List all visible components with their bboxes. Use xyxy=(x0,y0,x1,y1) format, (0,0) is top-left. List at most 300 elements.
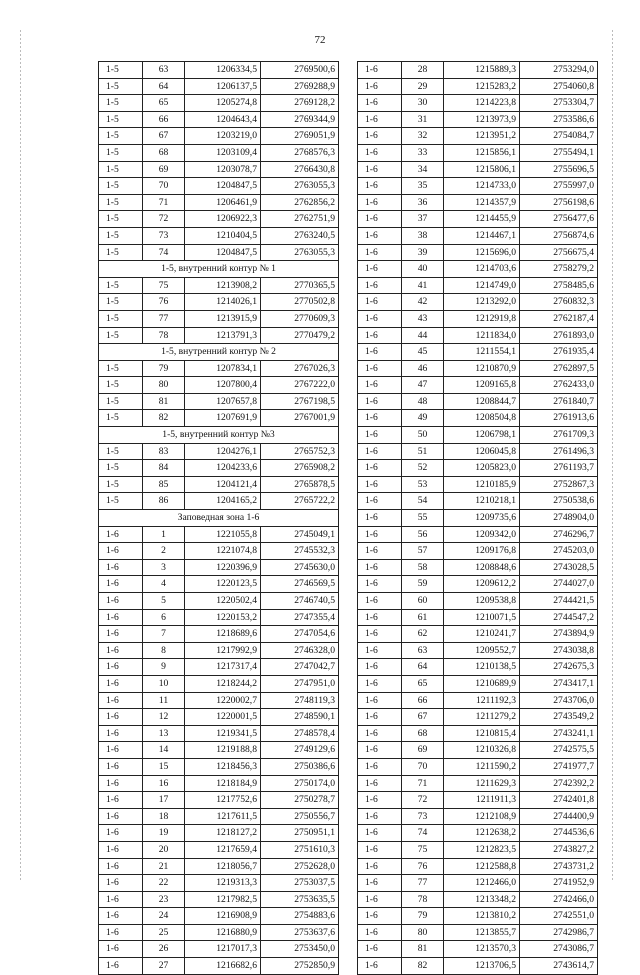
table-row xyxy=(358,111,598,128)
table-row xyxy=(358,144,598,161)
section-header: 1-5, внутренний контур № 2 xyxy=(99,344,339,361)
zone-cell: 1-5 xyxy=(99,377,143,394)
x-coordinate-cell: 1208848,6 xyxy=(444,559,520,576)
table-row xyxy=(99,908,339,925)
table-row xyxy=(358,709,598,726)
x-coordinate-cell: 1217017,3 xyxy=(185,941,261,958)
point-number-cell: 39 xyxy=(402,244,444,261)
point-number-cell: 70 xyxy=(143,178,185,195)
x-coordinate-cell: 1206045,8 xyxy=(444,443,520,460)
point-number-cell: 12 xyxy=(143,709,185,726)
x-coordinate-cell: 1210241,7 xyxy=(444,626,520,643)
y-coordinate-cell: 2763055,3 xyxy=(261,244,339,261)
point-number-cell: 74 xyxy=(143,244,185,261)
x-coordinate-cell: 1215283,2 xyxy=(444,78,520,95)
zone-cell: 1-6 xyxy=(358,493,402,510)
y-coordinate-cell: 2758279,2 xyxy=(520,261,598,278)
y-coordinate-cell: 2745049,1 xyxy=(261,526,339,543)
y-coordinate-cell: 2767026,3 xyxy=(261,360,339,377)
table-row xyxy=(358,393,598,410)
table-row xyxy=(358,360,598,377)
x-coordinate-cell: 1204847,5 xyxy=(185,178,261,195)
zone-cell: 1-6 xyxy=(358,875,402,892)
x-coordinate-cell: 1210071,5 xyxy=(444,609,520,626)
x-coordinate-cell: 1212823,5 xyxy=(444,841,520,858)
y-coordinate-cell: 2754084,7 xyxy=(520,128,598,145)
point-number-cell: 3 xyxy=(143,559,185,576)
zone-cell: 1-6 xyxy=(99,924,143,941)
y-coordinate-cell: 2753635,5 xyxy=(261,891,339,908)
zone-cell: 1-6 xyxy=(358,642,402,659)
x-coordinate-cell: 1203219,0 xyxy=(185,128,261,145)
y-coordinate-cell: 2747951,0 xyxy=(261,675,339,692)
table-row xyxy=(99,294,339,311)
table-row xyxy=(99,476,339,493)
zone-cell: 1-6 xyxy=(99,626,143,643)
point-number-cell: 63 xyxy=(143,62,185,79)
zone-cell: 1-5 xyxy=(99,327,143,344)
x-coordinate-cell: 1214357,9 xyxy=(444,194,520,211)
y-coordinate-cell: 2748119,3 xyxy=(261,692,339,709)
zone-cell: 1-6 xyxy=(358,825,402,842)
section-header-row xyxy=(99,344,339,361)
y-coordinate-cell: 2756675,4 xyxy=(520,244,598,261)
y-coordinate-cell: 2761935,4 xyxy=(520,344,598,361)
y-coordinate-cell: 2754883,6 xyxy=(261,908,339,925)
y-coordinate-cell: 2767198,5 xyxy=(261,393,339,410)
zone-cell: 1-6 xyxy=(99,526,143,543)
y-coordinate-cell: 2762751,9 xyxy=(261,211,339,228)
zone-cell: 1-6 xyxy=(99,742,143,759)
zone-cell: 1-6 xyxy=(358,908,402,925)
x-coordinate-cell: 1213810,2 xyxy=(444,908,520,925)
zone-cell: 1-5 xyxy=(99,194,143,211)
x-coordinate-cell: 1215856,1 xyxy=(444,144,520,161)
table-body-right xyxy=(358,62,598,975)
y-coordinate-cell: 2750556,7 xyxy=(261,808,339,825)
zone-cell: 1-6 xyxy=(358,294,402,311)
y-coordinate-cell: 2743706,0 xyxy=(520,692,598,709)
y-coordinate-cell: 2763240,5 xyxy=(261,227,339,244)
zone-cell: 1-5 xyxy=(99,443,143,460)
table-row xyxy=(358,559,598,576)
zone-cell: 1-5 xyxy=(99,393,143,410)
zone-cell: 1-6 xyxy=(358,327,402,344)
x-coordinate-cell: 1216880,9 xyxy=(185,924,261,941)
table-row xyxy=(358,460,598,477)
x-coordinate-cell: 1204121,4 xyxy=(185,476,261,493)
y-coordinate-cell: 2754060,8 xyxy=(520,78,598,95)
table-row xyxy=(358,294,598,311)
zone-cell: 1-6 xyxy=(358,277,402,294)
table-row xyxy=(358,609,598,626)
table-row xyxy=(358,128,598,145)
x-coordinate-cell: 1216682,6 xyxy=(185,958,261,975)
table-row xyxy=(358,410,598,427)
x-coordinate-cell: 1211192,3 xyxy=(444,692,520,709)
point-number-cell: 82 xyxy=(402,958,444,975)
zone-cell: 1-5 xyxy=(99,161,143,178)
y-coordinate-cell: 2769344,9 xyxy=(261,111,339,128)
y-coordinate-cell: 2768576,3 xyxy=(261,144,339,161)
table-row xyxy=(99,310,339,327)
zone-cell: 1-6 xyxy=(358,476,402,493)
table-row xyxy=(99,742,339,759)
zone-cell: 1-6 xyxy=(358,111,402,128)
y-coordinate-cell: 2760832,3 xyxy=(520,294,598,311)
y-coordinate-cell: 2756198,6 xyxy=(520,194,598,211)
table-row xyxy=(358,211,598,228)
point-number-cell: 1 xyxy=(143,526,185,543)
x-coordinate-cell: 1213908,2 xyxy=(185,277,261,294)
zone-cell: 1-6 xyxy=(358,360,402,377)
point-number-cell: 20 xyxy=(143,841,185,858)
x-coordinate-cell: 1221055,8 xyxy=(185,526,261,543)
page-number: 72 xyxy=(314,34,326,46)
y-coordinate-cell: 2756874,6 xyxy=(520,227,598,244)
y-coordinate-cell: 2742986,7 xyxy=(520,924,598,941)
y-coordinate-cell: 2742675,3 xyxy=(520,659,598,676)
table-row xyxy=(358,178,598,195)
x-coordinate-cell: 1204233,6 xyxy=(185,460,261,477)
zone-cell: 1-5 xyxy=(99,360,143,377)
x-coordinate-cell: 1218689,6 xyxy=(185,626,261,643)
y-coordinate-cell: 2770479,2 xyxy=(261,327,339,344)
zone-cell: 1-6 xyxy=(99,825,143,842)
point-number-cell: 41 xyxy=(402,277,444,294)
zone-cell: 1-6 xyxy=(99,576,143,593)
point-number-cell: 53 xyxy=(402,476,444,493)
table-row xyxy=(358,344,598,361)
zone-cell: 1-6 xyxy=(99,891,143,908)
table-row xyxy=(358,659,598,676)
x-coordinate-cell: 1209735,6 xyxy=(444,510,520,527)
point-number-cell: 5 xyxy=(143,593,185,610)
table-row xyxy=(99,941,339,958)
zone-cell: 1-6 xyxy=(358,211,402,228)
x-coordinate-cell: 1214026,1 xyxy=(185,294,261,311)
table-row xyxy=(99,875,339,892)
y-coordinate-cell: 2753294,0 xyxy=(520,62,598,79)
table-row xyxy=(99,460,339,477)
y-coordinate-cell: 2765878,5 xyxy=(261,476,339,493)
x-coordinate-cell: 1209165,8 xyxy=(444,377,520,394)
point-number-cell: 13 xyxy=(143,725,185,742)
x-coordinate-cell: 1208504,8 xyxy=(444,410,520,427)
point-number-cell: 40 xyxy=(402,261,444,278)
x-coordinate-cell: 1205274,8 xyxy=(185,95,261,112)
y-coordinate-cell: 2741977,7 xyxy=(520,758,598,775)
x-coordinate-cell: 1213791,3 xyxy=(185,327,261,344)
table-row xyxy=(99,758,339,775)
table-row xyxy=(99,841,339,858)
zone-cell: 1-5 xyxy=(99,111,143,128)
y-coordinate-cell: 2761496,3 xyxy=(520,443,598,460)
table-row xyxy=(99,410,339,427)
table-row xyxy=(99,178,339,195)
table-row xyxy=(99,78,339,95)
table-row xyxy=(358,941,598,958)
y-coordinate-cell: 2750538,6 xyxy=(520,493,598,510)
table-row xyxy=(358,792,598,809)
zone-cell: 1-6 xyxy=(358,924,402,941)
x-coordinate-cell: 1211834,0 xyxy=(444,327,520,344)
point-number-cell: 66 xyxy=(402,692,444,709)
y-coordinate-cell: 2743241,1 xyxy=(520,725,598,742)
x-coordinate-cell: 1218127,2 xyxy=(185,825,261,842)
x-coordinate-cell: 1212108,9 xyxy=(444,808,520,825)
point-number-cell: 65 xyxy=(402,675,444,692)
x-coordinate-cell: 1219341,5 xyxy=(185,725,261,742)
table-row xyxy=(99,277,339,294)
zone-cell: 1-5 xyxy=(99,95,143,112)
x-coordinate-cell: 1215806,1 xyxy=(444,161,520,178)
zone-cell: 1-6 xyxy=(99,675,143,692)
point-number-cell: 4 xyxy=(143,576,185,593)
zone-cell: 1-6 xyxy=(99,841,143,858)
point-number-cell: 33 xyxy=(402,144,444,161)
zone-cell: 1-6 xyxy=(99,659,143,676)
zone-cell: 1-5 xyxy=(99,128,143,145)
table-row xyxy=(99,659,339,676)
table-row xyxy=(358,775,598,792)
point-number-cell: 21 xyxy=(143,858,185,875)
point-number-cell: 74 xyxy=(402,825,444,842)
point-number-cell: 54 xyxy=(402,493,444,510)
zone-cell: 1-6 xyxy=(358,78,402,95)
x-coordinate-cell: 1212638,2 xyxy=(444,825,520,842)
zone-cell: 1-5 xyxy=(99,310,143,327)
x-coordinate-cell: 1204276,1 xyxy=(185,443,261,460)
zone-cell: 1-5 xyxy=(99,410,143,427)
table-row xyxy=(358,891,598,908)
point-number-cell: 31 xyxy=(402,111,444,128)
x-coordinate-cell: 1221074,8 xyxy=(185,543,261,560)
point-number-cell: 79 xyxy=(402,908,444,925)
point-number-cell: 19 xyxy=(143,825,185,842)
x-coordinate-cell: 1218184,9 xyxy=(185,775,261,792)
x-coordinate-cell: 1214703,6 xyxy=(444,261,520,278)
point-number-cell: 24 xyxy=(143,908,185,925)
y-coordinate-cell: 2744027,0 xyxy=(520,576,598,593)
point-number-cell: 35 xyxy=(402,178,444,195)
section-header-row xyxy=(99,510,339,527)
point-number-cell: 38 xyxy=(402,227,444,244)
point-number-cell: 75 xyxy=(143,277,185,294)
x-coordinate-cell: 1207657,8 xyxy=(185,393,261,410)
zone-cell: 1-6 xyxy=(358,742,402,759)
table-row xyxy=(99,825,339,842)
table-row xyxy=(358,841,598,858)
point-number-cell: 28 xyxy=(402,62,444,79)
table-body-left xyxy=(99,62,339,975)
point-number-cell: 82 xyxy=(143,410,185,427)
point-number-cell: 61 xyxy=(402,609,444,626)
y-coordinate-cell: 2750174,0 xyxy=(261,775,339,792)
x-coordinate-cell: 1211911,3 xyxy=(444,792,520,809)
table-row xyxy=(99,559,339,576)
zone-cell: 1-6 xyxy=(358,393,402,410)
point-number-cell: 67 xyxy=(143,128,185,145)
y-coordinate-cell: 2744421,5 xyxy=(520,593,598,610)
table-row xyxy=(99,924,339,941)
zone-cell: 1-6 xyxy=(99,609,143,626)
y-coordinate-cell: 2769128,2 xyxy=(261,95,339,112)
zone-cell: 1-6 xyxy=(358,692,402,709)
y-coordinate-cell: 2746740,5 xyxy=(261,593,339,610)
table-row xyxy=(358,825,598,842)
table-row xyxy=(358,95,598,112)
x-coordinate-cell: 1212919,8 xyxy=(444,310,520,327)
point-number-cell: 69 xyxy=(402,742,444,759)
zone-cell: 1-6 xyxy=(358,626,402,643)
x-coordinate-cell: 1210218,1 xyxy=(444,493,520,510)
x-coordinate-cell: 1207834,1 xyxy=(185,360,261,377)
y-coordinate-cell: 2742401,8 xyxy=(520,792,598,809)
x-coordinate-cell: 1209612,2 xyxy=(444,576,520,593)
table-row xyxy=(358,443,598,460)
x-coordinate-cell: 1210326,8 xyxy=(444,742,520,759)
y-coordinate-cell: 2744547,2 xyxy=(520,609,598,626)
zone-cell: 1-6 xyxy=(358,958,402,975)
point-number-cell: 62 xyxy=(402,626,444,643)
zone-cell: 1-6 xyxy=(358,377,402,394)
zone-cell: 1-6 xyxy=(358,725,402,742)
table-row xyxy=(358,194,598,211)
table-row xyxy=(99,609,339,626)
y-coordinate-cell: 2743038,8 xyxy=(520,642,598,659)
point-number-cell: 51 xyxy=(402,443,444,460)
point-number-cell: 2 xyxy=(143,543,185,560)
zone-cell: 1-6 xyxy=(358,310,402,327)
y-coordinate-cell: 2762897,5 xyxy=(520,360,598,377)
zone-cell: 1-6 xyxy=(358,194,402,211)
point-number-cell: 45 xyxy=(402,344,444,361)
point-number-cell: 8 xyxy=(143,642,185,659)
table-row xyxy=(99,692,339,709)
point-number-cell: 83 xyxy=(143,443,185,460)
zone-cell: 1-6 xyxy=(358,675,402,692)
x-coordinate-cell: 1213570,3 xyxy=(444,941,520,958)
point-number-cell: 78 xyxy=(143,327,185,344)
zone-cell: 1-6 xyxy=(358,891,402,908)
point-number-cell: 66 xyxy=(143,111,185,128)
point-number-cell: 70 xyxy=(402,758,444,775)
coordinates-table-right xyxy=(357,61,598,975)
point-number-cell: 9 xyxy=(143,659,185,676)
table-row xyxy=(358,642,598,659)
point-number-cell: 64 xyxy=(402,659,444,676)
x-coordinate-cell: 1218244,2 xyxy=(185,675,261,692)
point-number-cell: 72 xyxy=(143,211,185,228)
zone-cell: 1-6 xyxy=(358,941,402,958)
point-number-cell: 6 xyxy=(143,609,185,626)
y-coordinate-cell: 2753450,0 xyxy=(261,941,339,958)
y-coordinate-cell: 2770609,3 xyxy=(261,310,339,327)
table-row xyxy=(99,808,339,825)
zone-cell: 1-6 xyxy=(99,908,143,925)
point-number-cell: 71 xyxy=(143,194,185,211)
table-row xyxy=(358,908,598,925)
zone-cell: 1-5 xyxy=(99,78,143,95)
zone-cell: 1-6 xyxy=(358,427,402,444)
point-number-cell: 22 xyxy=(143,875,185,892)
section-header-row xyxy=(99,427,339,444)
zone-cell: 1-6 xyxy=(358,410,402,427)
table-row xyxy=(99,792,339,809)
x-coordinate-cell: 1210870,9 xyxy=(444,360,520,377)
x-coordinate-cell: 1206461,9 xyxy=(185,194,261,211)
x-coordinate-cell: 1210404,5 xyxy=(185,227,261,244)
zone-cell: 1-6 xyxy=(99,709,143,726)
x-coordinate-cell: 1215889,3 xyxy=(444,62,520,79)
y-coordinate-cell: 2742551,0 xyxy=(520,908,598,925)
x-coordinate-cell: 1213915,9 xyxy=(185,310,261,327)
zone-cell: 1-5 xyxy=(99,144,143,161)
x-coordinate-cell: 1206798,1 xyxy=(444,427,520,444)
zone-cell: 1-6 xyxy=(358,244,402,261)
x-coordinate-cell: 1220001,5 xyxy=(185,709,261,726)
table-row xyxy=(99,443,339,460)
point-number-cell: 64 xyxy=(143,78,185,95)
point-number-cell: 23 xyxy=(143,891,185,908)
y-coordinate-cell: 2745532,3 xyxy=(261,543,339,560)
coordinates-table-left xyxy=(98,61,339,975)
point-number-cell: 14 xyxy=(143,742,185,759)
x-coordinate-cell: 1214467,1 xyxy=(444,227,520,244)
point-number-cell: 65 xyxy=(143,95,185,112)
y-coordinate-cell: 2763055,3 xyxy=(261,178,339,195)
x-coordinate-cell: 1214733,0 xyxy=(444,178,520,195)
y-coordinate-cell: 2743614,7 xyxy=(520,958,598,975)
zone-cell: 1-6 xyxy=(358,758,402,775)
x-coordinate-cell: 1212466,0 xyxy=(444,875,520,892)
point-number-cell: 81 xyxy=(143,393,185,410)
x-coordinate-cell: 1209552,7 xyxy=(444,642,520,659)
x-coordinate-cell: 1218056,7 xyxy=(185,858,261,875)
zone-cell: 1-6 xyxy=(358,443,402,460)
zone-cell: 1-6 xyxy=(358,344,402,361)
table-row xyxy=(99,675,339,692)
table-row xyxy=(358,742,598,759)
zone-cell: 1-6 xyxy=(99,808,143,825)
point-number-cell: 48 xyxy=(402,393,444,410)
zone-cell: 1-6 xyxy=(358,261,402,278)
zone-cell: 1-5 xyxy=(99,62,143,79)
table-row xyxy=(358,758,598,775)
table-row xyxy=(358,692,598,709)
table-row xyxy=(358,244,598,261)
x-coordinate-cell: 1217317,4 xyxy=(185,659,261,676)
point-number-cell: 71 xyxy=(402,775,444,792)
table-row xyxy=(99,526,339,543)
y-coordinate-cell: 2765752,3 xyxy=(261,443,339,460)
point-number-cell: 50 xyxy=(402,427,444,444)
table-row xyxy=(99,211,339,228)
point-number-cell: 16 xyxy=(143,775,185,792)
point-number-cell: 52 xyxy=(402,460,444,477)
zone-cell: 1-5 xyxy=(99,294,143,311)
x-coordinate-cell: 1211590,2 xyxy=(444,758,520,775)
point-number-cell: 18 xyxy=(143,808,185,825)
point-number-cell: 77 xyxy=(402,875,444,892)
y-coordinate-cell: 2767222,0 xyxy=(261,377,339,394)
zone-cell: 1-6 xyxy=(358,128,402,145)
x-coordinate-cell: 1208844,7 xyxy=(444,393,520,410)
x-coordinate-cell: 1220502,4 xyxy=(185,593,261,610)
zone-cell: 1-6 xyxy=(358,178,402,195)
table-row xyxy=(99,95,339,112)
